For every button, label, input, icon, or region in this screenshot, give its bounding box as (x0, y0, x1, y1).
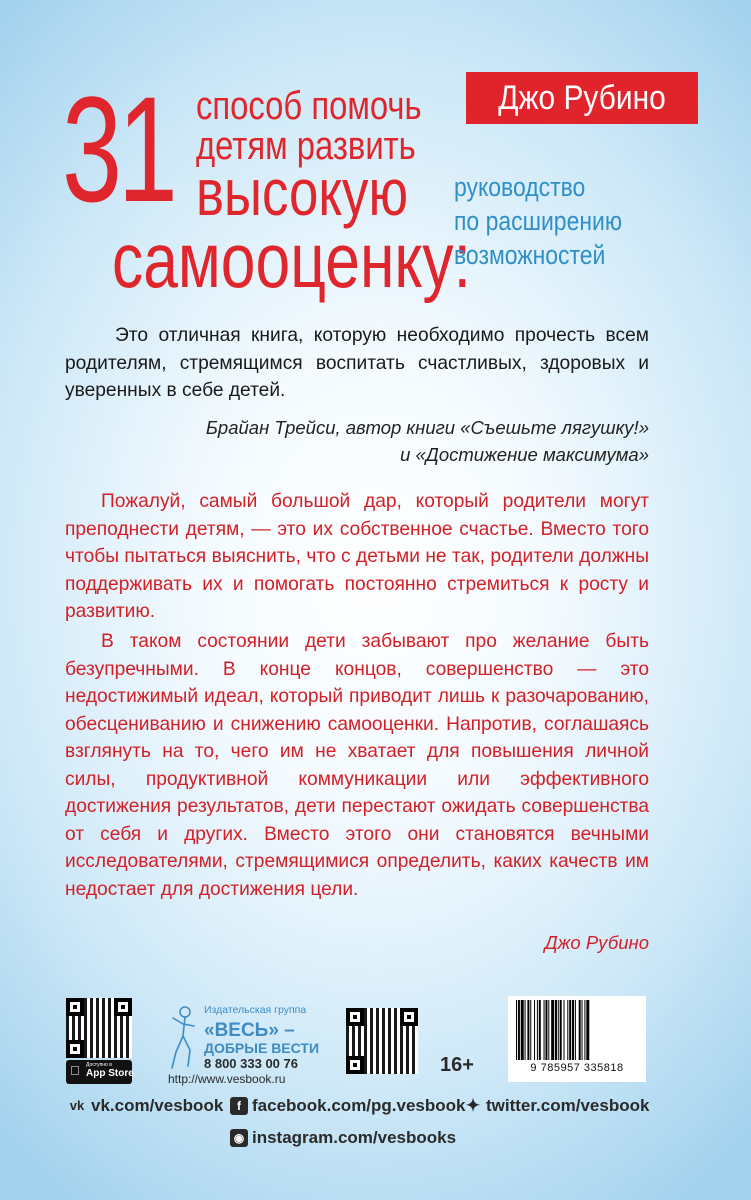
barcode-bar (558, 1000, 559, 1060)
vk-icon: vk (69, 1098, 85, 1113)
barcode-bar (527, 1000, 529, 1060)
qr-finder (66, 1040, 84, 1058)
quote-attribution-line-1: Брайан Трейси, автор книги «Съешьте лягушку!» (205, 417, 649, 438)
subtitle-line-3: возможностей (454, 240, 606, 270)
instagram-icon: ◉ (230, 1129, 248, 1147)
vk-link[interactable]: vk.com/vesbook (91, 1096, 224, 1115)
barcode-bar (537, 1000, 538, 1060)
barcode-bar (582, 1000, 583, 1060)
body-paragraph-1: Пожалуй, самый большой дар, который родители могут преподнести детям, — это их собственное счастье. Вместо того чтобы пытаться выяснить, что с детьми не так, родители должны поддерживать их и помогать постоянно стремиться к росту и развитию. (65, 491, 649, 622)
barcode-bar (516, 1000, 517, 1060)
barcode-bar (569, 1000, 571, 1060)
author-name: Джо Рубино (498, 79, 666, 117)
qr-finder (66, 998, 84, 1016)
barcode-bar (521, 1000, 524, 1060)
facebook-icon: f (230, 1097, 248, 1115)
barcode-bar (555, 1000, 557, 1060)
barcode-bar (545, 1000, 547, 1060)
qr-code-app[interactable] (66, 998, 132, 1058)
body-paragraph-2: В таком состоянии дети забывают про желание быть безупречными. В конце концов, совершенство — это недостижимый идеал, который приводит лишь к разочарованию, обесцениванию и снижению самооценки. Напротив, соглашаясь взглянуть на то, чего им не хватает для повышения личной силы, продуктивной коммуникации или эффективного достижения результатов, дети перестают ожидать совершенства от себя и других. Вместо этого они становятся вечными исследователями, стремящимися определить, каких качеств им недостает для достижения цели. (65, 631, 649, 900)
apple-icon (70, 1064, 82, 1078)
publisher-tagline: ДОБРЫЕ ВЕСТИ (204, 1040, 320, 1056)
isbn-number: 9 785957 335818 (530, 1062, 624, 1074)
publisher-group-label: Издательская группа (204, 1004, 307, 1016)
subtitle-line-2: по расширению (454, 206, 623, 236)
barcode-bar (584, 1000, 585, 1060)
barcode-bar (518, 1000, 520, 1060)
author-banner (466, 72, 698, 124)
author-signature: Джо Рубино (544, 932, 649, 953)
app-store-badge[interactable] (66, 1060, 132, 1084)
title-line-3: высокую (196, 155, 409, 229)
app-store-caption: Доступно в (86, 1062, 112, 1068)
qr-finder (346, 1056, 364, 1074)
barcode-bar (548, 1000, 549, 1060)
publisher-logo-icon (168, 1004, 198, 1074)
barcode-bar (564, 1000, 565, 1060)
publisher-url[interactable]: http://www.vesbook.ru (168, 1072, 286, 1086)
qr-finder (114, 998, 132, 1016)
quote-attribution-line-2: и «Достижение максимума» (400, 444, 649, 465)
twitter-link[interactable]: twitter.com/vesbook (486, 1096, 650, 1115)
isbn-barcode (508, 996, 646, 1082)
barcode-bar (534, 1000, 535, 1060)
instagram-link[interactable]: instagram.com/vesbooks (252, 1128, 457, 1147)
barcode-bar (586, 1000, 589, 1060)
qr-finder (346, 1008, 364, 1026)
app-store-label: App Store (86, 1068, 134, 1079)
qr-code-book[interactable] (346, 1008, 418, 1074)
title-line-4: самооценку: (112, 216, 471, 304)
barcode-bar (575, 1000, 576, 1060)
barcode-bars (514, 1000, 640, 1060)
endorsement-quote: Это отличная книга, которую необходимо прочесть всем родителям, стремящимся воспитать счастливых, здоровых и уверенных в себе детей. (65, 325, 649, 401)
title-line-2: детям развить (196, 124, 416, 168)
publisher-name: «ВЕСЬ» – (204, 1020, 295, 1041)
barcode-bar (525, 1000, 526, 1060)
barcode-bar (551, 1000, 554, 1060)
barcode-bar (579, 1000, 581, 1060)
barcode-bar (530, 1000, 531, 1060)
barcode-bar (539, 1000, 541, 1060)
twitter-icon: ✦ (465, 1096, 481, 1115)
subtitle-line-1: руководство (454, 172, 586, 202)
facebook-link[interactable]: facebook.com/pg.vesbook (252, 1096, 466, 1115)
publisher-phone: 8 800 333 00 76 (204, 1056, 298, 1071)
barcode-bar (544, 1000, 545, 1060)
barcode-bar (560, 1000, 562, 1060)
title-number: 31 (62, 65, 174, 233)
barcode-bar (572, 1000, 574, 1060)
age-rating: 16+ (440, 1054, 474, 1076)
title-line-1: способ помочь (196, 84, 422, 128)
barcode-bar (567, 1000, 568, 1060)
qr-finder (400, 1008, 418, 1026)
